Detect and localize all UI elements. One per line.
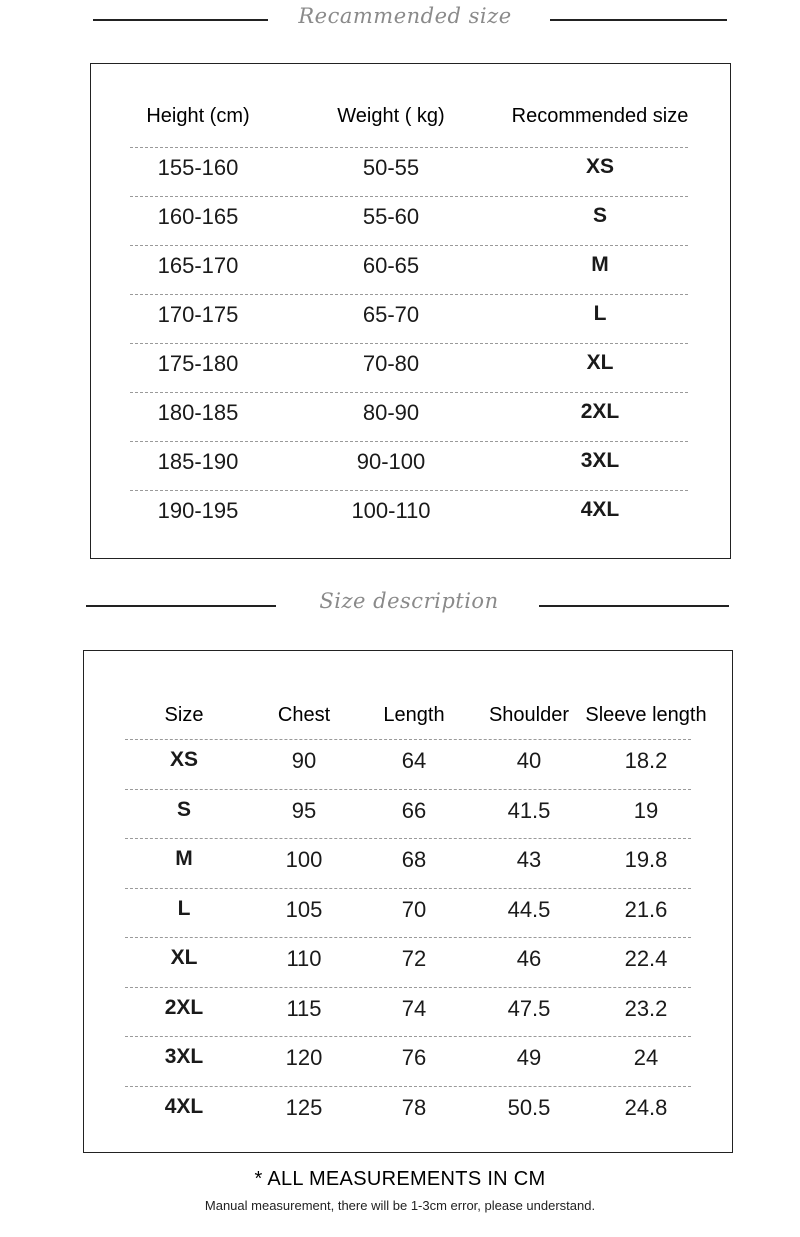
table-cell: 46 — [516, 946, 542, 971]
column-header: Length — [383, 704, 445, 726]
table-cell: 78 — [401, 1094, 427, 1120]
table-cell: 68 — [401, 847, 427, 872]
table-cell: 110 — [286, 946, 322, 971]
recommended-size-table — [90, 63, 731, 559]
table-cell: 175-180 — [157, 351, 239, 376]
row-divider — [130, 441, 688, 443]
column-header: Size — [164, 704, 204, 726]
row-divider — [125, 937, 691, 939]
table-cell: XS — [169, 748, 198, 771]
table-cell: 100-110 — [351, 498, 431, 523]
row-divider — [125, 838, 691, 840]
table-cell: 41.5 — [507, 797, 551, 823]
measurement-note: * ALL MEASUREMENTS IN CM — [254, 1168, 546, 1190]
column-header: Recommended size — [511, 105, 689, 127]
table-cell: 155-160 — [157, 155, 239, 180]
table-cell: 160-165 — [157, 204, 239, 229]
table-cell: 3XL — [580, 449, 620, 472]
table-cell: 24 — [633, 1045, 659, 1070]
divider-right — [539, 605, 729, 607]
table-cell: 3XL — [164, 1045, 204, 1068]
table-cell: 90 — [291, 748, 317, 773]
row-divider — [130, 147, 688, 149]
table-cell: 2XL — [164, 995, 204, 1019]
table-cell: 50.5 — [507, 1094, 551, 1120]
table-cell: XL — [586, 351, 614, 374]
table-cell: 170-175 — [157, 302, 239, 327]
table-cell: 65-70 — [362, 302, 420, 327]
table-cell: 74 — [401, 995, 427, 1021]
row-divider — [125, 739, 691, 741]
table-cell: M — [175, 847, 193, 870]
table-cell: 180-185 — [157, 400, 239, 425]
table-cell: 22.4 — [624, 946, 668, 971]
table-cell: L — [593, 302, 607, 325]
column-header: Sleeve length — [585, 704, 707, 726]
divider-left — [93, 19, 268, 21]
column-header: Weight ( kg) — [337, 105, 445, 127]
table-cell: 125 — [285, 1094, 323, 1120]
table-cell: L — [177, 896, 191, 920]
column-header: Height (cm) — [146, 105, 250, 127]
row-divider — [125, 789, 691, 791]
column-header: Shoulder — [488, 704, 570, 726]
table-cell: 80-90 — [362, 400, 420, 425]
table-cell: 19 — [633, 797, 659, 823]
table-cell: 44.5 — [507, 896, 551, 922]
table-cell: 60-65 — [362, 253, 420, 278]
table-cell: 2XL — [580, 400, 620, 423]
row-divider — [125, 1036, 691, 1038]
row-divider — [130, 294, 688, 296]
row-divider — [125, 987, 691, 989]
table-cell: 19.8 — [624, 847, 668, 872]
table-cell: 66 — [401, 797, 427, 823]
divider-right — [550, 19, 727, 21]
table-cell: 76 — [401, 1045, 427, 1070]
row-divider — [130, 343, 688, 345]
row-divider — [130, 196, 688, 198]
table-cell: 4XL — [164, 1094, 204, 1118]
table-cell: 23.2 — [624, 995, 668, 1021]
table-cell: 120 — [285, 1045, 323, 1070]
table-cell: 105 — [285, 896, 323, 922]
table-cell: S — [176, 797, 191, 821]
recommended-size-header — [0, 0, 800, 40]
size-description-table — [83, 650, 733, 1153]
table-cell: 100 — [285, 847, 323, 872]
measurement-disclaimer: Manual measurement, there will be 1-3cm error, please understand. — [204, 1198, 596, 1213]
size-description-header — [0, 586, 800, 626]
table-cell: 165-170 — [157, 253, 239, 278]
table-cell: 190-195 — [157, 498, 239, 523]
table-cell: 49 — [516, 1045, 542, 1070]
row-divider — [130, 392, 688, 394]
table-cell: 115 — [286, 995, 322, 1021]
table-cell: 72 — [401, 946, 427, 971]
table-cell: 47.5 — [507, 995, 551, 1021]
table-cell: 18.2 — [624, 748, 668, 773]
table-cell: 64 — [401, 748, 427, 773]
table-cell: S — [592, 204, 607, 227]
table-cell: 70 — [401, 896, 427, 922]
column-header: Chest — [277, 704, 331, 726]
table-cell: 24.8 — [624, 1094, 668, 1120]
table-cell: XS — [585, 155, 614, 178]
divider-left — [86, 605, 276, 607]
recommended-size-title: Recammended size — [298, 4, 512, 28]
table-cell: 70-80 — [362, 351, 420, 376]
table-cell: 50-55 — [362, 155, 420, 180]
size-description-title: Size description — [319, 589, 499, 613]
table-cell: 43 — [516, 847, 542, 872]
table-cell: 40 — [516, 748, 542, 773]
table-cell: XL — [170, 946, 198, 969]
table-cell: 90-100 — [356, 449, 426, 474]
table-cell: 55-60 — [362, 204, 420, 229]
row-divider — [125, 1086, 691, 1088]
table-cell: 21.6 — [624, 896, 668, 922]
row-divider — [130, 245, 688, 247]
row-divider — [130, 490, 688, 492]
table-cell: 95 — [291, 797, 317, 823]
row-divider — [125, 888, 691, 890]
table-cell: 4XL — [580, 498, 620, 521]
table-cell: 185-190 — [157, 449, 239, 474]
table-cell: M — [591, 253, 609, 276]
